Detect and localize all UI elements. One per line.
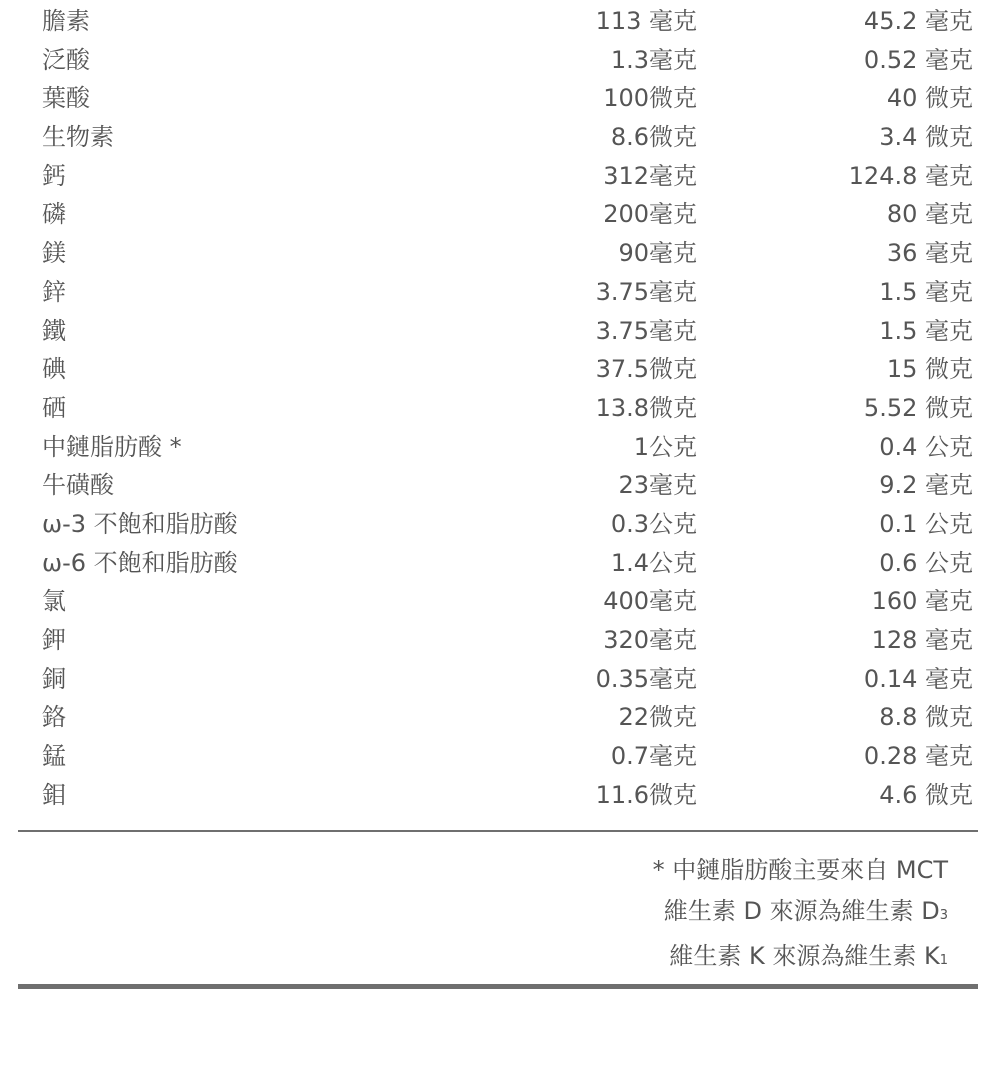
nutrient-amount-alt: 40 微克 [886,84,973,113]
nutrient-amount: 0.3公克 [610,509,697,538]
footnote-vitamin-k-text: 維生素 K 來源為維生素 K [669,942,940,970]
table-row [0,621,1000,660]
table-row [0,157,1000,196]
nutrient-amount-alt: 5.52 微克 [863,393,973,422]
nutrient-name: 銅 [42,664,66,693]
nutrient-amount: 37.5微克 [595,355,697,384]
nutrient-name: 生物素 [42,123,114,152]
nutrient-name: 牛磺酸 [42,471,114,500]
table-row [0,41,1000,80]
nutrient-amount-alt: 0.1 公克 [879,509,973,538]
nutrient-amount: 11.6微克 [595,780,697,809]
nutrient-name: 葉酸 [42,84,90,113]
nutrient-amount-alt: 0.4 公克 [879,432,973,461]
nutrient-name: 碘 [42,355,66,384]
nutrient-amount: 113 毫克 [595,7,697,35]
nutrient-amount-alt: 124.8 毫克 [848,161,973,190]
nutrient-amount: 3.75毫克 [595,316,697,345]
table-row [0,698,1000,737]
nutrient-amount-alt: 0.6 公克 [879,548,973,577]
nutrient-name: 錳 [42,742,66,771]
table-row [0,79,1000,118]
nutrient-name: 鐵 [42,316,66,345]
table-row [0,312,1000,351]
footnote-vitamin-k [653,936,948,981]
table-row [0,118,1000,157]
table-row [0,195,1000,234]
nutrient-amount-alt: 1.5 毫克 [879,277,973,306]
table-row [0,776,1000,815]
nutrient-amount-alt: 160 毫克 [871,587,973,616]
nutrient-amount-alt: 45.2 毫克 [863,7,973,35]
footnote-vitamin-d-subscript: 3 [939,908,948,923]
nutrient-amount-alt: 3.4 微克 [879,123,973,152]
footnotes [653,850,948,981]
nutrient-name: 硒 [42,393,66,422]
nutrient-name: 磷 [42,200,66,229]
table-divider [18,830,978,832]
table-row [0,466,1000,505]
nutrient-name: ω-6 不飽和脂肪酸 [42,548,238,577]
footnote-vitamin-k-subscript: 1 [939,953,948,968]
table-row [0,389,1000,428]
nutrient-amount-alt: 0.14 毫克 [863,664,973,693]
nutrient-amount: 8.6微克 [610,123,697,152]
nutrient-name: 膽素 [42,7,90,35]
nutrient-amount-alt: 80 毫克 [886,200,973,229]
nutrient-amount-alt: 8.8 微克 [879,703,973,732]
nutrient-amount-alt: 0.52 毫克 [863,45,973,74]
bottom-rule [18,984,978,989]
table-row [0,737,1000,776]
nutrient-amount: 22微克 [618,703,697,732]
table-row [0,582,1000,621]
nutrient-amount-alt: 0.28 毫克 [863,742,973,771]
nutrient-amount: 1.3毫克 [610,45,697,74]
nutrient-name: 氯 [42,587,66,616]
table-row [0,350,1000,389]
table-row [0,428,1000,467]
nutrient-name: ω-3 不飽和脂肪酸 [42,509,238,538]
nutrient-name: 鉻 [42,703,66,732]
nutrient-amount: 312毫克 [603,161,697,190]
nutrient-name: 鋅 [42,277,66,306]
nutrient-amount: 320毫克 [603,626,697,654]
nutrient-amount-alt: 128 毫克 [871,626,973,654]
nutrient-amount: 200毫克 [603,200,697,229]
nutrient-amount: 1.4公克 [610,548,697,577]
table-row [0,2,1000,41]
nutrient-amount: 3.75毫克 [595,277,697,306]
table-row [0,660,1000,699]
nutrient-amount: 100微克 [603,84,697,113]
nutrient-amount: 23毫克 [618,471,697,500]
table-row [0,544,1000,583]
footnote-vitamin-d [653,891,948,936]
nutrient-name: 中鏈脂肪酸 * [42,432,182,461]
nutrient-name: 泛酸 [42,45,90,74]
nutrient-name: 鈣 [42,161,66,190]
nutrient-amount: 400毫克 [603,587,697,616]
nutrient-amount: 13.8微克 [595,393,697,422]
nutrient-amount: 90毫克 [618,239,697,268]
table-row [0,234,1000,273]
table-row [0,273,1000,312]
nutrient-name: 鉬 [42,780,66,809]
table-row [0,505,1000,544]
nutrient-amount-alt: 4.6 微克 [879,780,973,809]
footnote-mct: * 中鏈脂肪酸主要來自 MCT [652,856,948,884]
nutrient-amount: 0.35毫克 [595,664,697,693]
nutrient-amount: 1公克 [633,432,697,461]
nutrient-amount-alt: 36 毫克 [886,239,973,268]
nutrient-amount-alt: 1.5 毫克 [879,316,973,345]
nutrient-amount-alt: 9.2 毫克 [879,471,973,500]
nutrient-amount-alt: 15 微克 [886,355,973,384]
nutrient-name: 鉀 [42,626,66,654]
footnote-vitamin-d-text: 維生素 D 來源為維生素 D [663,897,940,925]
nutrient-amount: 0.7毫克 [610,742,697,771]
nutrient-name: 鎂 [42,239,66,268]
